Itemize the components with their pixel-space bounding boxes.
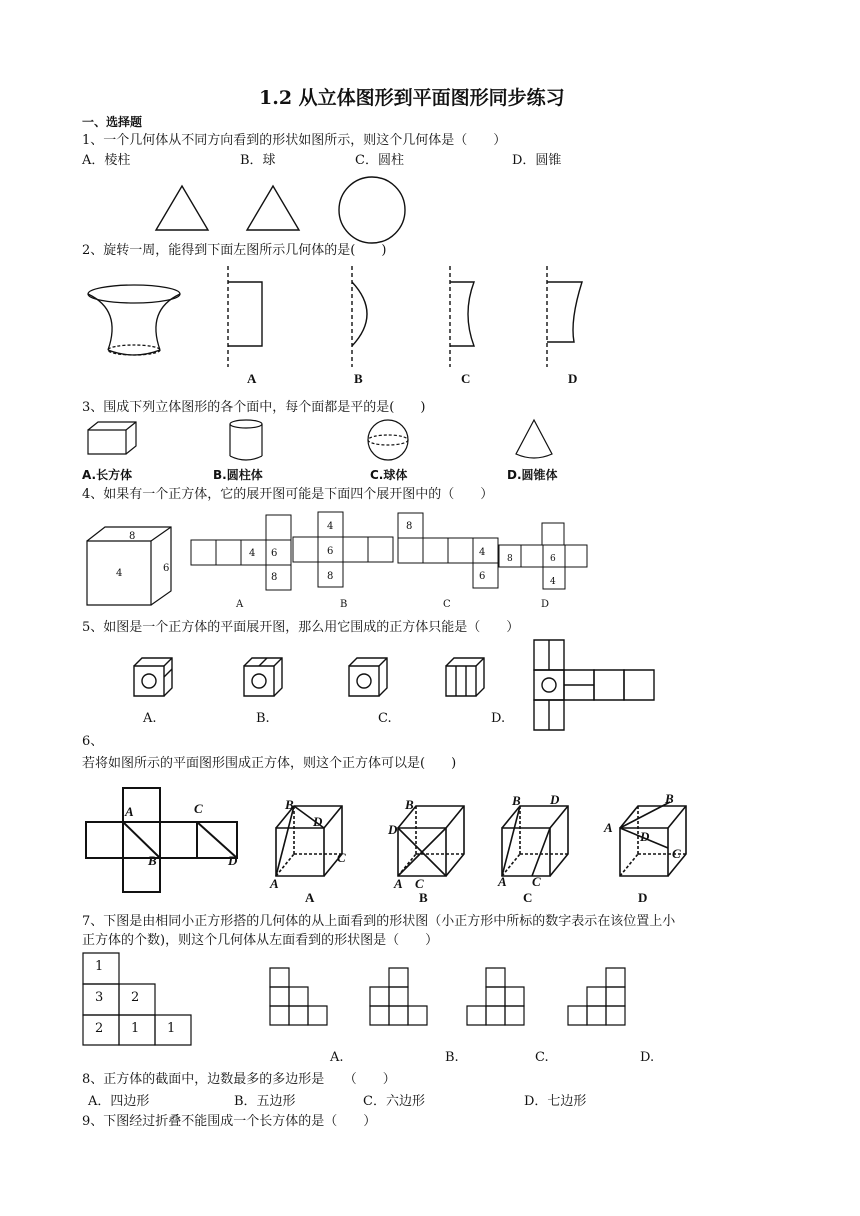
q6-net-vertex-b: B xyxy=(148,853,157,868)
q2-label-a: A xyxy=(247,371,257,386)
q6-d-vertex-a: A xyxy=(604,820,613,835)
q4-d-num-8: 8 xyxy=(507,554,513,564)
q4-c-num-6: 6 xyxy=(479,571,486,582)
q7-cell-r1c1: 1 xyxy=(95,959,104,974)
question-3-stem: 3、围成下列立体图形的各个面中，每个面都是平的是( ) xyxy=(82,400,426,415)
q6-cube-a xyxy=(276,806,342,876)
question-1-stem: 1、一个几何体从不同方向看到的形状如图所示，则这个几何体是（ ） xyxy=(82,133,507,148)
q4-label-a: A xyxy=(236,599,244,610)
q6-label-d: D xyxy=(638,890,648,905)
q2-label-d: D xyxy=(568,371,578,386)
q8-option-d: D．七边形 xyxy=(524,1094,587,1109)
q6-label-c: C xyxy=(523,890,533,905)
q3-solids-figure xyxy=(86,418,566,464)
q7-option-a-shape xyxy=(270,968,327,1025)
cone-shape xyxy=(516,420,552,458)
q6-b-vertex-b: B xyxy=(405,797,414,812)
q6-net-vertex-a: A xyxy=(125,804,134,819)
q6-cube-c xyxy=(502,806,568,876)
q5-cube-d xyxy=(446,658,484,696)
q6-label-a: A xyxy=(305,890,315,905)
q6-d-vertex-c: C xyxy=(672,846,681,861)
q7-label-b: B. xyxy=(445,1050,459,1065)
q1-option-a: A．棱柱 xyxy=(82,153,131,168)
q6-b-vertex-a: A xyxy=(394,876,403,891)
question-6-stem: 若将如图所示的平面图形围成正方体，则这个正方体可以是( ) xyxy=(82,756,457,771)
q7-cell-r3c2: 1 xyxy=(131,1021,140,1036)
q7-cell-r3c3: 1 xyxy=(167,1021,176,1036)
q3-label-d: D.圆锥体 xyxy=(507,468,558,482)
q7-cell-r2c2: 2 xyxy=(131,990,140,1005)
q6-net xyxy=(86,786,246,896)
question-8-stem: 8、正方体的截面中，边数最多的多边形是 （ ） xyxy=(82,1072,396,1087)
q6-c-vertex-d: D xyxy=(550,792,560,807)
q4-d-num-4: 4 xyxy=(550,577,556,587)
q3-label-b: B.圆柱体 xyxy=(213,468,263,482)
q6-a-vertex-a: A xyxy=(270,876,279,891)
q5-cube-b xyxy=(244,658,282,696)
q4-c-num-4: 4 xyxy=(479,547,486,558)
question-5-stem: 5、如图是一个正方体的平面展开图，那么用它围成的正方体只能是（ ） xyxy=(82,620,520,635)
q8-option-b: B．五边形 xyxy=(234,1094,296,1109)
q7-label-d: D. xyxy=(640,1050,655,1065)
q5-cube-c xyxy=(349,658,387,696)
q4-cube-top-number: 8 xyxy=(129,531,136,542)
q6-label-b: B xyxy=(419,890,428,905)
q6-a-vertex-d: D xyxy=(313,814,323,829)
q1-option-d: D．圆锥 xyxy=(512,153,562,168)
sphere-shape xyxy=(368,420,408,460)
q7-option-b-shape xyxy=(370,968,427,1025)
q5-label-d: D. xyxy=(491,711,506,726)
q3-label-c: C.球体 xyxy=(370,468,408,482)
q4-net-b xyxy=(292,511,394,591)
q2-label-b: B xyxy=(354,371,363,386)
q1-views-figure xyxy=(150,180,390,240)
q5-figure xyxy=(130,638,660,734)
q4-label-d: D xyxy=(541,599,550,610)
q4-label-c: C xyxy=(443,599,451,610)
question-9-stem: 9、下图经过折叠不能围成一个长方体的是（ ） xyxy=(82,1114,377,1129)
q4-cube-side-number: 6 xyxy=(163,563,170,574)
cylinder-shape xyxy=(230,420,262,460)
option-a-shape xyxy=(228,266,262,367)
q7-label-a: A. xyxy=(330,1050,344,1065)
q4-b-num-8: 8 xyxy=(327,571,334,582)
q7-cell-r3c1: 2 xyxy=(95,1021,104,1036)
q6-net-vertex-c: C xyxy=(194,801,203,816)
q5-label-b: B. xyxy=(256,711,270,726)
q4-cube-front-number: 4 xyxy=(116,568,123,579)
q5-label-a: A. xyxy=(143,711,157,726)
q6-b-vertex-d: D xyxy=(388,822,398,837)
cuboid-shape xyxy=(88,422,136,454)
option-b-shape xyxy=(352,266,367,367)
q7-option-d-shape xyxy=(568,968,625,1025)
question-6-number: 6、 xyxy=(82,734,104,749)
q6-cube-d xyxy=(620,802,686,876)
q4-label-b: B xyxy=(340,599,348,610)
q6-a-vertex-c: C xyxy=(337,850,346,865)
page-title: 1.2 从立体图形到平面图形同步练习 xyxy=(259,87,565,109)
q5-label-c: C. xyxy=(378,711,392,726)
q6-c-vertex-b: B xyxy=(512,793,521,808)
q5-net xyxy=(534,640,654,730)
q6-cubes-figure xyxy=(270,790,690,890)
q6-c-vertex-c: C xyxy=(532,874,541,889)
vase-solid xyxy=(88,285,180,355)
q7-cell-r2c1: 3 xyxy=(95,990,104,1005)
q2-figure xyxy=(82,262,602,390)
q8-option-c: C．六边形 xyxy=(363,1094,425,1109)
q4-a-num-4: 4 xyxy=(249,548,256,559)
q4-b-num-6: 6 xyxy=(327,546,334,557)
q3-label-a: A.长方体 xyxy=(82,468,133,482)
q4-c-num-8: 8 xyxy=(406,521,413,532)
q6-b-vertex-c: C xyxy=(415,876,424,891)
question-2-stem: 2、旋转一周，能得到下面左图所示几何体的是( ) xyxy=(82,243,387,258)
question-4-stem: 4、如果有一个正方体，它的展开图可能是下面四个展开图中的（ ） xyxy=(82,487,494,502)
triangle-side-view xyxy=(247,186,299,230)
circle-top-view xyxy=(339,177,405,243)
question-7-stem-line2: 正方体的个数)，则这个几何体从左面看到的形状图是（ ） xyxy=(82,933,439,948)
q4-d-num-6: 6 xyxy=(550,554,556,564)
q5-cube-a xyxy=(134,658,172,696)
q8-option-a: A．四边形 xyxy=(88,1094,150,1109)
q6-d-vertex-d: D xyxy=(640,829,650,844)
q7-option-c-shape xyxy=(467,968,524,1025)
q7-label-c: C. xyxy=(535,1050,549,1065)
option-c-shape xyxy=(450,266,474,367)
q1-option-b: B．球 xyxy=(240,153,276,168)
q6-net-vertex-d: D xyxy=(228,853,238,868)
option-d-shape xyxy=(547,266,582,367)
q6-a-vertex-b: B xyxy=(285,797,294,812)
q2-label-c: C xyxy=(461,371,471,386)
q4-a-num-6: 6 xyxy=(271,548,278,559)
q6-d-vertex-b: B xyxy=(665,791,674,806)
question-7-stem-line1: 7、下图是由相同小正方形搭的几何体的从上面看到的形状图（小正方形中所标的数字表示在该位置上小 xyxy=(82,914,676,929)
q4-b-num-4: 4 xyxy=(327,521,334,532)
q6-cube-b xyxy=(398,806,464,876)
section-heading: 一、选择题 xyxy=(82,115,143,129)
q7-options-figure xyxy=(268,966,638,1028)
triangle-front-view xyxy=(156,186,208,230)
q1-option-c: C．圆柱 xyxy=(355,153,404,168)
q6-c-vertex-a: A xyxy=(498,874,507,889)
q4-a-num-8: 8 xyxy=(271,572,278,583)
